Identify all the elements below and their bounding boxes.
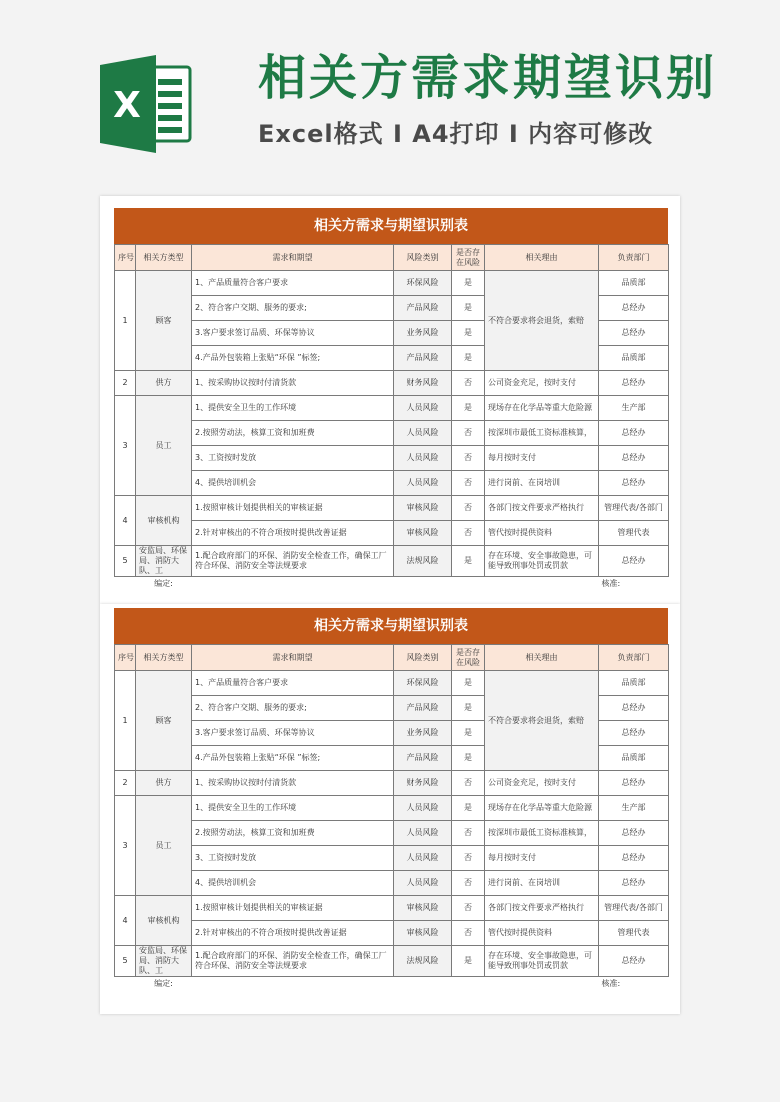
table-row bbox=[115, 396, 669, 421]
cell-need: 3.客户要求签订品质、环保等协议 bbox=[192, 321, 394, 346]
cell-no: 1 bbox=[115, 671, 136, 771]
table-row bbox=[115, 271, 669, 296]
cell-risk: 人员风险 bbox=[394, 396, 452, 421]
cell-exists: 是 bbox=[452, 946, 485, 977]
table-header-row bbox=[115, 645, 669, 671]
cell-reason: 每月按时支付 bbox=[485, 446, 599, 471]
table-row bbox=[115, 471, 669, 496]
page-subtitle: Excel格式 I A4打印 I 内容可修改 bbox=[258, 120, 654, 148]
cell-need: 1.按照审核计划提供相关的审核证据 bbox=[192, 896, 394, 921]
cell-risk: 人员风险 bbox=[394, 846, 452, 871]
cell-dept: 总经办 bbox=[599, 871, 669, 896]
cell-need: 1.按照审核计划提供相关的审核证据 bbox=[192, 496, 394, 521]
footer-approver: 核准: bbox=[601, 579, 621, 588]
table-row bbox=[115, 821, 669, 846]
cell-risk: 人员风险 bbox=[394, 871, 452, 896]
cell-risk: 环保风险 bbox=[394, 671, 452, 696]
cell-need: 2.按照劳动法，核算工资和加班费 bbox=[192, 821, 394, 846]
cell-exists: 是 bbox=[452, 546, 485, 577]
cell-dept: 管理代表 bbox=[599, 921, 669, 946]
cell-need: 1、提供安全卫生的工作环境 bbox=[192, 796, 394, 821]
col-header-risk: 风险类别 bbox=[394, 645, 452, 671]
cell-reason: 不符合要求将会退货，索赔 bbox=[485, 271, 599, 371]
cell-no: 5 bbox=[115, 946, 136, 977]
cell-risk: 审核风险 bbox=[394, 921, 452, 946]
cell-exists: 是 bbox=[452, 796, 485, 821]
col-header-reason: 相关理由 bbox=[485, 645, 599, 671]
cell-type: 员工 bbox=[136, 396, 192, 496]
requirements-form bbox=[114, 608, 668, 991]
footer-editor: 编定: bbox=[154, 579, 173, 588]
cell-risk: 法规风险 bbox=[394, 946, 452, 977]
logo-letter: X bbox=[113, 85, 141, 126]
table-row bbox=[115, 521, 669, 546]
cell-reason: 进行岗前、在岗培训 bbox=[485, 471, 599, 496]
cell-risk: 人员风险 bbox=[394, 471, 452, 496]
cell-need: 3.客户要求签订品质、环保等协议 bbox=[192, 721, 394, 746]
cell-need: 4、提供培训机会 bbox=[192, 471, 394, 496]
col-header-need: 需求和期望 bbox=[192, 245, 394, 271]
table-row bbox=[115, 871, 669, 896]
cell-dept: 总经办 bbox=[599, 371, 669, 396]
form-title: 相关方需求与期望识别表 bbox=[114, 208, 668, 244]
cell-dept: 总经办 bbox=[599, 696, 669, 721]
cell-risk: 产品风险 bbox=[394, 746, 452, 771]
cell-risk: 审核风险 bbox=[394, 521, 452, 546]
cell-type: 供方 bbox=[136, 771, 192, 796]
cell-dept: 总经办 bbox=[599, 321, 669, 346]
cell-dept: 总经办 bbox=[599, 296, 669, 321]
cell-reason: 公司资金充足，按时支付 bbox=[485, 371, 599, 396]
table-footer-row bbox=[115, 577, 669, 592]
cell-dept: 总经办 bbox=[599, 846, 669, 871]
cell-dept: 生产部 bbox=[599, 396, 669, 421]
cell-reason: 按深圳市最低工资标准核算， bbox=[485, 821, 599, 846]
cell-exists: 否 bbox=[452, 371, 485, 396]
cell-exists: 是 bbox=[452, 346, 485, 371]
cell-risk: 业务风险 bbox=[394, 321, 452, 346]
table-row bbox=[115, 421, 669, 446]
cell-risk: 产品风险 bbox=[394, 696, 452, 721]
footer-approver: 核准: bbox=[601, 979, 621, 988]
cell-reason: 管代按时提供资料 bbox=[485, 921, 599, 946]
excel-icon bbox=[100, 55, 192, 153]
cell-no: 4 bbox=[115, 496, 136, 546]
cell-dept: 品质部 bbox=[599, 671, 669, 696]
cell-need: 4.产品外包装箱上张贴“环保 ”标签; bbox=[192, 346, 394, 371]
cell-type: 员工 bbox=[136, 796, 192, 896]
cell-reason: 各部门按文件要求严格执行 bbox=[485, 896, 599, 921]
cell-exists: 是 bbox=[452, 721, 485, 746]
col-header-no: 序号 bbox=[115, 645, 136, 671]
cell-risk: 财务风险 bbox=[394, 371, 452, 396]
cell-exists: 否 bbox=[452, 871, 485, 896]
cell-risk: 产品风险 bbox=[394, 296, 452, 321]
cell-risk: 人员风险 bbox=[394, 796, 452, 821]
cell-reason: 公司资金充足，按时支付 bbox=[485, 771, 599, 796]
cell-exists: 否 bbox=[452, 446, 485, 471]
cell-exists: 否 bbox=[452, 496, 485, 521]
cell-need: 1、提供安全卫生的工作环境 bbox=[192, 396, 394, 421]
cell-type: 顾客 bbox=[136, 271, 192, 371]
cell-exists: 是 bbox=[452, 671, 485, 696]
cell-no: 3 bbox=[115, 796, 136, 896]
cell-reason: 现场存在化学品等重大危险源 bbox=[485, 396, 599, 421]
cell-need: 1、产品质量符合客户要求 bbox=[192, 671, 394, 696]
cell-risk: 人员风险 bbox=[394, 821, 452, 846]
table-row bbox=[115, 446, 669, 471]
cell-risk: 业务风险 bbox=[394, 721, 452, 746]
requirements-table bbox=[114, 244, 669, 591]
cell-exists: 否 bbox=[452, 821, 485, 846]
cell-reason: 每月按时支付 bbox=[485, 846, 599, 871]
cell-dept: 管理代表/各部门 bbox=[599, 496, 669, 521]
cell-type: 安监局、环保局、消防大队、工 bbox=[136, 546, 192, 577]
col-header-type: 相关方类型 bbox=[136, 245, 192, 271]
sheet-page-1 bbox=[100, 196, 680, 604]
cell-dept: 总经办 bbox=[599, 946, 669, 977]
table-row bbox=[115, 921, 669, 946]
col-header-dept: 负责部门 bbox=[599, 645, 669, 671]
form-title: 相关方需求与期望识别表 bbox=[114, 608, 668, 644]
col-header-exists: 是否存在风险 bbox=[452, 245, 485, 271]
cell-risk: 人员风险 bbox=[394, 446, 452, 471]
table-footer-row bbox=[115, 977, 669, 992]
cell-exists: 是 bbox=[452, 696, 485, 721]
cell-exists: 否 bbox=[452, 421, 485, 446]
cell-need: 3、工资按时发放 bbox=[192, 446, 394, 471]
cell-exists: 否 bbox=[452, 896, 485, 921]
cell-reason: 存在环境、安全事故隐患，可能导致刑事处罚或罚款 bbox=[485, 946, 599, 977]
table-row bbox=[115, 896, 669, 921]
col-header-no: 序号 bbox=[115, 245, 136, 271]
cell-reason: 现场存在化学品等重大危险源 bbox=[485, 796, 599, 821]
cell-dept: 管理代表 bbox=[599, 521, 669, 546]
cell-exists: 是 bbox=[452, 321, 485, 346]
table-row bbox=[115, 846, 669, 871]
cell-risk: 产品风险 bbox=[394, 346, 452, 371]
cell-risk: 审核风险 bbox=[394, 896, 452, 921]
cell-need: 2.针对审核出的不符合项按时提供改善证据 bbox=[192, 521, 394, 546]
col-header-type: 相关方类型 bbox=[136, 645, 192, 671]
cell-no: 2 bbox=[115, 771, 136, 796]
cell-dept: 总经办 bbox=[599, 721, 669, 746]
cell-dept: 总经办 bbox=[599, 821, 669, 846]
cell-need: 1.配合政府部门的环保、消防安全检查工作，确保工厂符合环保、消防安全等法规要求 bbox=[192, 946, 394, 977]
col-header-exists: 是否存在风险 bbox=[452, 645, 485, 671]
cell-dept: 总经办 bbox=[599, 421, 669, 446]
requirements-form bbox=[114, 208, 668, 591]
cell-reason: 存在环境、安全事故隐患，可能导致刑事处罚或罚款 bbox=[485, 546, 599, 577]
cell-exists: 是 bbox=[452, 746, 485, 771]
cell-exists: 否 bbox=[452, 771, 485, 796]
cell-dept: 管理代表/各部门 bbox=[599, 896, 669, 921]
table-row bbox=[115, 371, 669, 396]
cell-need: 3、工资按时发放 bbox=[192, 846, 394, 871]
cell-exists: 是 bbox=[452, 296, 485, 321]
page-header bbox=[0, 0, 780, 190]
cell-need: 1、产品质量符合客户要求 bbox=[192, 271, 394, 296]
sheet-page-2 bbox=[100, 604, 680, 1014]
cell-need: 2.按照劳动法，核算工资和加班费 bbox=[192, 421, 394, 446]
cell-risk: 财务风险 bbox=[394, 771, 452, 796]
cell-risk: 人员风险 bbox=[394, 421, 452, 446]
page-title: 相关方需求期望识别 bbox=[258, 50, 718, 106]
cell-dept: 总经办 bbox=[599, 471, 669, 496]
cell-dept: 品质部 bbox=[599, 746, 669, 771]
cell-type: 安监局、环保局、消防大队、工 bbox=[136, 946, 192, 977]
cell-need: 2.针对审核出的不符合项按时提供改善证据 bbox=[192, 921, 394, 946]
cell-reason: 进行岗前、在岗培训 bbox=[485, 871, 599, 896]
cell-type: 顾客 bbox=[136, 671, 192, 771]
cell-reason: 不符合要求将会退货，索赔 bbox=[485, 671, 599, 771]
cell-reason: 按深圳市最低工资标准核算， bbox=[485, 421, 599, 446]
cell-exists: 否 bbox=[452, 471, 485, 496]
col-header-dept: 负责部门 bbox=[599, 245, 669, 271]
cell-risk: 法规风险 bbox=[394, 546, 452, 577]
cell-no: 2 bbox=[115, 371, 136, 396]
cell-risk: 审核风险 bbox=[394, 496, 452, 521]
table-header-row bbox=[115, 245, 669, 271]
cell-need: 2、符合客户交期、服务的要求; bbox=[192, 696, 394, 721]
table-row bbox=[115, 771, 669, 796]
cell-exists: 否 bbox=[452, 846, 485, 871]
cell-no: 3 bbox=[115, 396, 136, 496]
cell-need: 4、提供培训机会 bbox=[192, 871, 394, 896]
cell-no: 5 bbox=[115, 546, 136, 577]
cell-type: 审核机构 bbox=[136, 496, 192, 546]
table-row bbox=[115, 796, 669, 821]
cell-type: 供方 bbox=[136, 371, 192, 396]
cell-exists: 是 bbox=[452, 271, 485, 296]
cell-reason: 各部门按文件要求严格执行 bbox=[485, 496, 599, 521]
cell-reason: 管代按时提供资料 bbox=[485, 521, 599, 546]
requirements-table bbox=[114, 644, 669, 991]
cell-need: 1、按采购协议按时付清货款 bbox=[192, 371, 394, 396]
cell-dept: 品质部 bbox=[599, 271, 669, 296]
cell-exists: 否 bbox=[452, 921, 485, 946]
cell-exists: 否 bbox=[452, 521, 485, 546]
table-row bbox=[115, 496, 669, 521]
footer-editor: 编定: bbox=[154, 979, 173, 988]
cell-risk: 环保风险 bbox=[394, 271, 452, 296]
cell-need: 1、按采购协议按时付清货款 bbox=[192, 771, 394, 796]
cell-no: 1 bbox=[115, 271, 136, 371]
cell-no: 4 bbox=[115, 896, 136, 946]
col-header-need: 需求和期望 bbox=[192, 645, 394, 671]
cell-dept: 总经办 bbox=[599, 546, 669, 577]
table-row bbox=[115, 946, 669, 977]
cell-dept: 总经办 bbox=[599, 771, 669, 796]
col-header-risk: 风险类别 bbox=[394, 245, 452, 271]
cell-need: 1.配合政府部门的环保、消防安全检查工作，确保工厂符合环保、消防安全等法规要求 bbox=[192, 546, 394, 577]
cell-dept: 品质部 bbox=[599, 346, 669, 371]
cell-need: 4.产品外包装箱上张贴“环保 ”标签; bbox=[192, 746, 394, 771]
cell-need: 2、符合客户交期、服务的要求; bbox=[192, 296, 394, 321]
cell-dept: 生产部 bbox=[599, 796, 669, 821]
cell-type: 审核机构 bbox=[136, 896, 192, 946]
col-header-reason: 相关理由 bbox=[485, 245, 599, 271]
table-row bbox=[115, 671, 669, 696]
cell-dept: 总经办 bbox=[599, 446, 669, 471]
table-row bbox=[115, 546, 669, 577]
cell-exists: 是 bbox=[452, 396, 485, 421]
